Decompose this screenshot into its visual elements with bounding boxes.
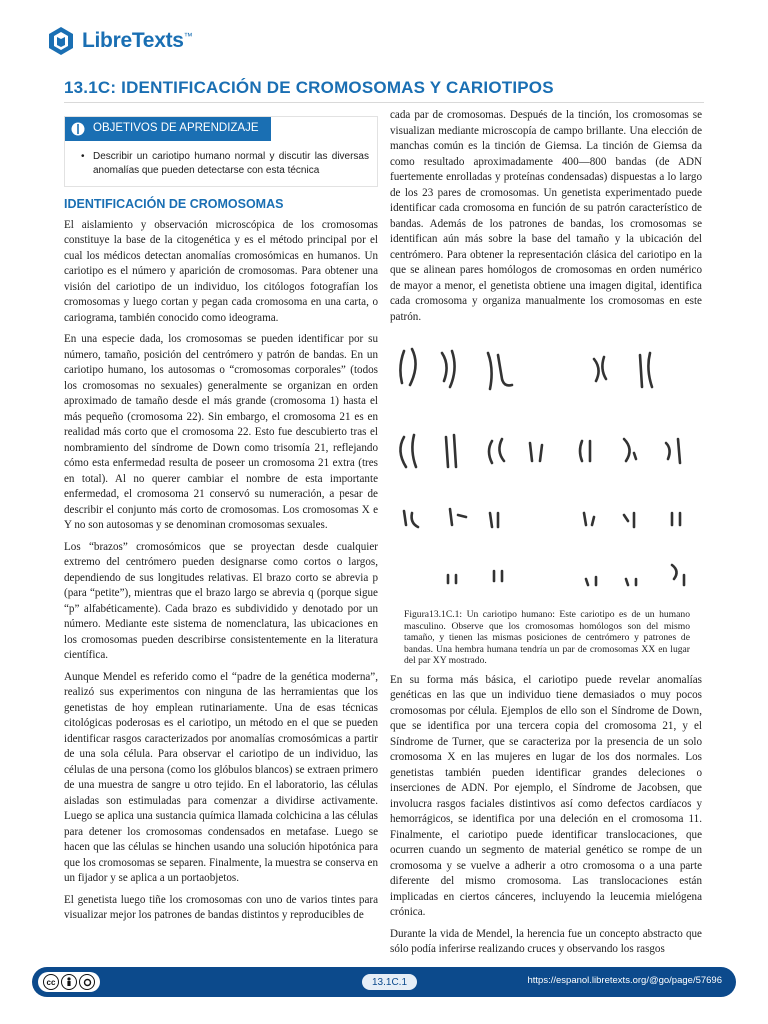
section-heading: IDENTIFICACIÓN DE CROMOSOMAS	[64, 197, 284, 211]
left-column	[64, 116, 378, 930]
objectives-icon	[71, 122, 85, 136]
figure-caption: Figura13.1C.1: Un cariotipo humano: Este cariotipo es de un humano masculino. Observe que los cromosomas homólogos son del mismo tamaño, y tienen las mismas posiciones de centrómero y patrones de bandas. Una hembra humana tendría un par de cromosomas XX en lugar del par XY mostrado.	[404, 609, 690, 666]
body-paragraph: El aislamiento y observación microscópica de los cromosomas constituye la base de la citogenética y es el método principal por el cual los médicos detectan anomalías cromosómicas en humanos. Un cariotipo es el número y aparición de cromosomas. Para obtener una visión del cariotipo de un individuo, los citólogos fotografían los cromosomas y luego cortan y pegan cada cromosoma en una carta, o cariograma, también conocido como ideograma.	[64, 218, 378, 324]
page-title: 13.1C: IDENTIFICACIÓN DE CROMOSOMAS Y CARIOTIPOS	[64, 78, 554, 97]
learning-objectives-title: OBJETIVOS DE APRENDIZAJE	[93, 122, 259, 135]
body-paragraph: En su forma más básica, el cariotipo puede revelar anomalías genéticas en las que un individuo tiene demasiados o muy pocos cromosomas por célula. Ejemplos de ello son el Síndrome de Down, que se identifica por una tercera copia del cromosoma 21, y el Síndrome de Turner, que se caracteriza por la presencia de un solo cromosoma X en las mujeres en lugar de los dos normales. Los genetistas también pueden identificar grandes deleciones o inserciones de ADN. Por ejemplo, el Síndrome de Jacobsen, que involucra rasgos faciales distintivos así como defectos cardíacos y hemorrágicos, se identifica por una deleción en el cromosoma 11. Finalmente, el cariotipo puede identificar translocaciones, que ocurren cuando un segmento de material genético se rompe de un cromosoma y se vuelve a adherir a otro cromosoma o a una parte diferente del mismo cromosoma. Las translocaciones están implicadas en ciertos cánceres, incluyendo la leucemia mielógena crónica.	[390, 673, 702, 918]
body-paragraph: Durante la vida de Mendel, la herencia fue un concepto abstracto que sólo podía inferirse realizando cruces y observando los rasgos	[390, 927, 702, 955]
libretexts-logo-icon	[46, 26, 76, 56]
body-paragraph: Los “brazos” cromosómicos que se proyectan desde cualquier extremo del centrómero pueden designarse como cortos o largos, dependiendo de sus longitudes relativas. El brazo corto se abrevia p (para “petite”), mientras que el brazo largo se abrevia q (porque sigue “p” alfabéticamente). Cada brazo es subdividido y denotado por un número. Mediante este sistema de nomenclatura, las ubicaciones en los cromosomas pueden describirse consistentemente en la literatura científica.	[64, 540, 378, 661]
learning-objectives-header	[65, 117, 271, 141]
learning-objectives-list	[65, 141, 377, 186]
body-paragraph: El genetista luego tiñe los cromosomas con uno de varios tintes para visualizar mejor los patrones de bandas distintos y reproducibles de	[64, 893, 378, 921]
by-attribution-icon	[61, 974, 77, 990]
logo-wordmark: LibreTexts™	[82, 29, 193, 52]
karyotype-figure	[390, 339, 702, 597]
page-footer	[32, 967, 736, 997]
title-divider	[64, 102, 704, 103]
learning-objectives-box	[64, 116, 378, 187]
cc-icon: cc	[43, 974, 59, 990]
karyotype-image	[390, 339, 702, 597]
body-paragraph: Aunque Mendel es referido como el “padre de la genética moderna”, realizó sus experimentos con ninguna de las herramientas que los genetistas de hoy emplean rutinariamente. Una de esas técnicas citológicas poderosas es el cariotipo, un método en el que se pueden identificar rasgos caracterizados por anomalías cromosómicas a partir de una sola célula. Para observar el cariotipo de un individuo, las células de una persona (como los glóbulos blancos) se extraen primero de una muestra de sangre u otro tejido. En el laboratorio, las células aisladas son estimuladas para comenzar a dividirse activamente. Luego se aplica una sustancia química llamada colchicina a las células para detener los cromosomas condensados en metafase. Luego se hacen que las células se hinchen usando una solución hipotónica para que los cromosomas se separen. Finalmente, la muestra se conserva en un fijador y se aplica a un portaobjetos.	[64, 670, 378, 884]
body-paragraph: cada par de cromosomas. Después de la tinción, los cromosomas se visualizan mediante microscopía de campo brillante. Una elección de manchas común es la tinción de Giemsa. La tinción de Giemsa da como resultado aproximadamente 400—800 bandas (de ADN fuertemente enrolladas y proteínas condensadas) dispuestas a lo largo de los 23 pares de cromosomas. Un genetista experimentado puede identificar cada cromosoma en función de su patrón característico de bandas. Además de los patrones de bandas, los cromosomas se identifican aún más sobre la base del tamaño y la ubicación del centrómero. Para obtener la representación clásica del cariotipo en la que se alinean pares homólogos de cromosomas en orden numérico de mayor a menor, el genetista obtiene una imagen digital, identifica cada cromosoma y organiza manualmente los cromosomas en este patrón.	[390, 109, 702, 323]
body-paragraph: En una especie dada, los cromosomas se pueden identificar por su número, tamaño, posición del centrómero y patrón de bandas. En un cariotipo humano, los autosomas o “cromosomas corporales” (todos los cromosomas no sexuales) generalmente se organizan en orden aproximado de tamaño desde el más grande (cromosoma 1) hasta el más pequeño (cromosoma 22). Sin embargo, el cromosoma 21 es en realidad más corto que el cromosoma 22. Esto fue descubierto tras el nombramiento del síndrome de Down como trisomía 21, reflejando cómo esta enfermedad resulta de poseer un cromosoma 21 extra (tres en total). Al no querer cambiar el nombre de esta importante enfermedad, el cromosoma 21 conservó su numeración, a pesar de describir el conjunto más corto de cromosomas. Los cromosomas X e Y no son autosomas y se denominan cromosomas sexuales.	[64, 333, 378, 531]
page-url-link[interactable]: https://espanol.libretexts.org/@go/page/57696	[527, 975, 722, 986]
nc-icon	[79, 974, 95, 990]
libretexts-logo[interactable]	[46, 26, 192, 56]
page-number-badge: 13.1C.1	[362, 974, 417, 990]
learning-objective-item: • Describir un cariotipo humano normal y discutir las diversas anomalías que pueden detectarse con esta técnica	[81, 150, 369, 178]
cc-license-badge[interactable]	[38, 972, 100, 992]
right-column	[390, 108, 702, 964]
